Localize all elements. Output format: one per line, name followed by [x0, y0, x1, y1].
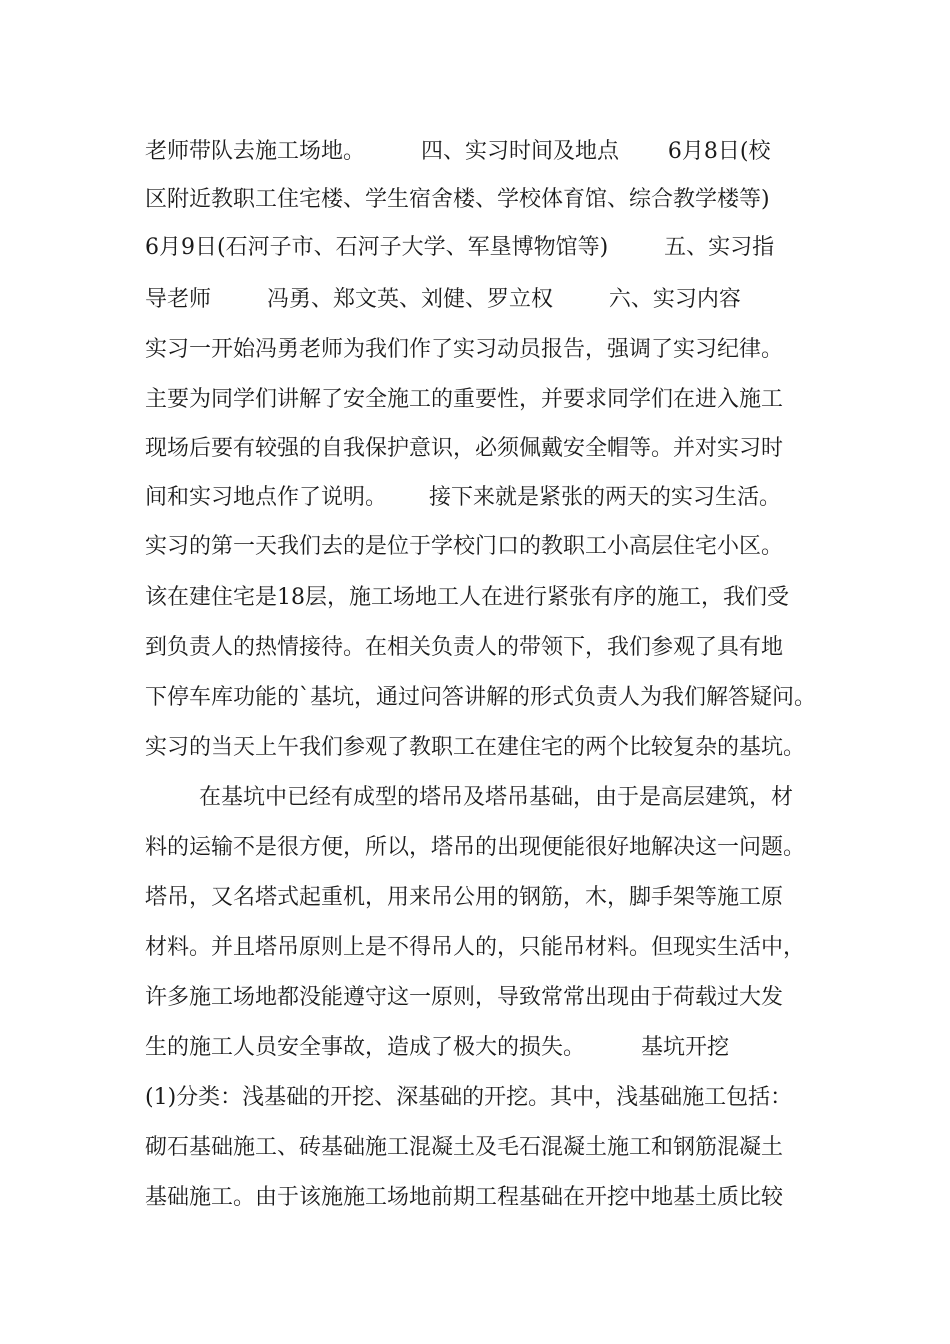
text-line-10: 该在建住宅是18层，施工场地工人在进行紧张有序的施工，我们受 [145, 585, 789, 610]
text-line-17: 材料。并且塔吊原则上是不得吊人的，只能吊材料。但现实生活中， [145, 935, 806, 960]
text-line-2: 区附近教职工住宅楼、学生宿舍楼、学校体育馆、综合教学楼等) [145, 187, 770, 212]
text-line-13: 实习的当天上午我们参观了教职工在建住宅的两个比较复杂的基坑。 [145, 735, 806, 760]
text-line-19: 生的施工人员安全事故，造成了极大的损失。 基坑开挖 [145, 1035, 729, 1060]
text-line-9: 实习的第一天我们去的是位于学校门口的教职工小高层住宅小区。 [145, 534, 784, 559]
text-line-1: 老师带队去施工场地。 四、实习时间及地点 6月8日(校 [145, 139, 771, 164]
text-line-15: 料的运输不是很方便，所以，塔吊的出现便能很好地解决这一问题。 [145, 835, 806, 860]
text-line-7: 现场后要有较强的自我保护意识，必须佩戴安全帽等。并对实习时 [145, 436, 784, 461]
text-line-4: 导老师 冯勇、郑文英、刘健、罗立权 六、实习内容 [145, 287, 741, 312]
text-line-22: 基础施工。由于该施施工场地前期工程基础在开挖中地基土质比较 [145, 1185, 784, 1210]
text-line-20: (1)分类：浅基础的开挖、深基础的开挖。其中，浅基础施工包括： [145, 1085, 793, 1110]
text-line-21: 砌石基础施工、砖基础施工混凝土及毛石混凝土施工和钢筋混凝土 [145, 1135, 784, 1160]
text-line-11: 到负责人的热情接待。在相关负责人的带领下，我们参观了具有地 [145, 635, 784, 660]
text-line-16: 塔吊，又名塔式起重机，用来吊公用的钢筋，木，脚手架等施工原 [145, 885, 784, 910]
text-line-14: 在基坑中已经有成型的塔吊及塔吊基础，由于是高层建筑，材 [199, 785, 794, 810]
text-line-18: 许多施工场地都没能遵守这一原则，导致常常出现由于荷载过大发 [145, 985, 784, 1010]
text-line-6: 主要为同学们讲解了安全施工的重要性，并要求同学们在进入施工 [145, 387, 784, 412]
text-line-3: 6月9日(石河子市、石河子大学、军垦博物馆等) 五、实习指 [145, 235, 775, 260]
text-line-12: 下停车库功能的`基坑，通过问答讲解的形式负责人为我们解答疑问。 [145, 685, 817, 710]
text-line-8: 间和实习地点作了说明。 接下来就是紧张的两天的实习生活。 [145, 485, 781, 510]
text-line-5: 实习一开始冯勇老师为我们作了实习动员报告，强调了实习纪律。 [145, 337, 784, 362]
